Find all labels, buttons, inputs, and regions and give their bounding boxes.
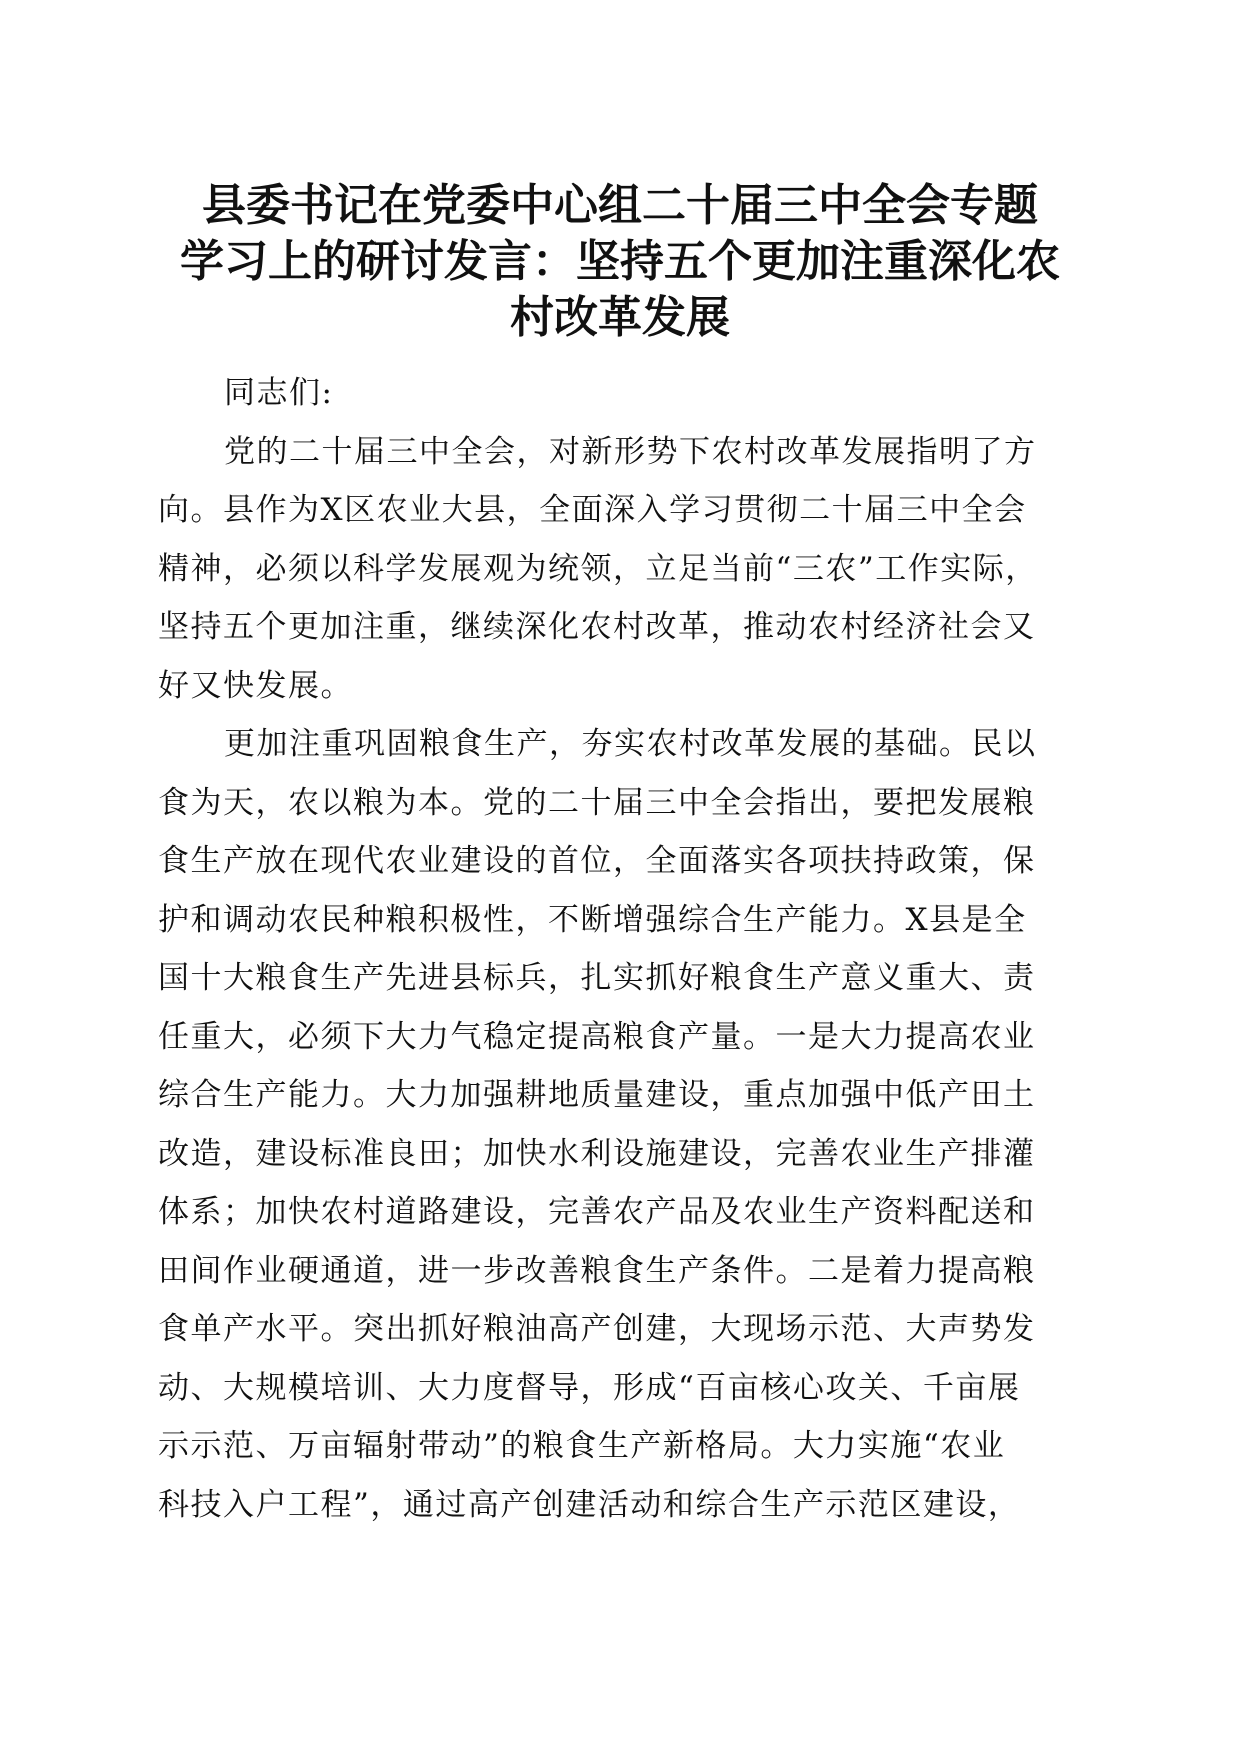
paragraph-line: 护和调动农民种粮积极性，不断增强综合生产能力。X县是全	[158, 901, 1027, 938]
paragraph-line: 好又快发展。	[158, 667, 353, 704]
title-line: 学习上的研讨发言：坚持五个更加注重深化农	[180, 236, 1060, 287]
paragraph-line: 国十大粮食生产先进县标兵，扎实抓好粮食生产意义重大、责	[158, 960, 1036, 996]
paragraph-line: 食生产放在现代农业建设的首位，全面落实各项扶持政策，保	[158, 843, 1036, 879]
title-line: 村改革发展	[510, 292, 730, 343]
paragraph-grain-production	[158, 715, 1078, 1534]
paragraph-line: 改造，建设标准良田；加快水利设施建设，完善农业生产排灌	[158, 1135, 1036, 1172]
salutation: 同志们:	[224, 375, 334, 411]
paragraph-line: 科技入户工程”，通过高产创建活动和综合生产示范区建设，	[158, 1486, 1021, 1523]
paragraph-intro	[158, 423, 1078, 716]
paragraph-line: 体系；加快农村道路建设，完善农产品及农业生产资料配送和	[158, 1194, 1036, 1230]
paragraph-line: 示示范、万亩辐射带动”的粮食生产新格局。大力实施“农业	[158, 1428, 1006, 1464]
paragraph-line: 精神，必须以科学发展观为统领，立足当前“三农”工作实际，	[158, 550, 1038, 587]
paragraph-line: 食单产水平。突出抓好粮油高产创建，大现场示范、大声势发	[158, 1311, 1036, 1347]
document-body	[158, 364, 1078, 1534]
paragraph-line: 任重大，必须下大力气稳定提高粮食产量。一是大力提高农业	[158, 1018, 1036, 1055]
paragraph-line: 坚持五个更加注重，继续深化农村改革，推动农村经济社会又	[158, 609, 1036, 645]
title-line: 县委书记在党委中心组二十届三中全会专题	[202, 180, 1038, 231]
paragraph-line: 党的二十届三中全会，对新形势下农村改革发展指明了方	[224, 433, 1037, 470]
paragraph-line: 向。县作为X区农业大县，全面深入学习贯彻二十届三中全会	[158, 492, 1027, 528]
paragraph-line: 田间作业硬通道，进一步改善粮食生产条件。二是着力提高粮	[158, 1252, 1036, 1289]
paragraph-line: 食为天，农以粮为本。党的二十届三中全会指出，要把发展粮	[158, 784, 1036, 821]
paragraph-line: 综合生产能力。大力加强耕地质量建设，重点加强中低产田土	[158, 1077, 1036, 1113]
paragraph-line: 更加注重巩固粮食生产，夯实农村改革发展的基础。民以	[224, 726, 1037, 762]
document-title	[140, 178, 1100, 346]
paragraph-line: 动、大规模培训、大力度督导，形成“百亩核心攻关、千亩展	[158, 1369, 1021, 1406]
